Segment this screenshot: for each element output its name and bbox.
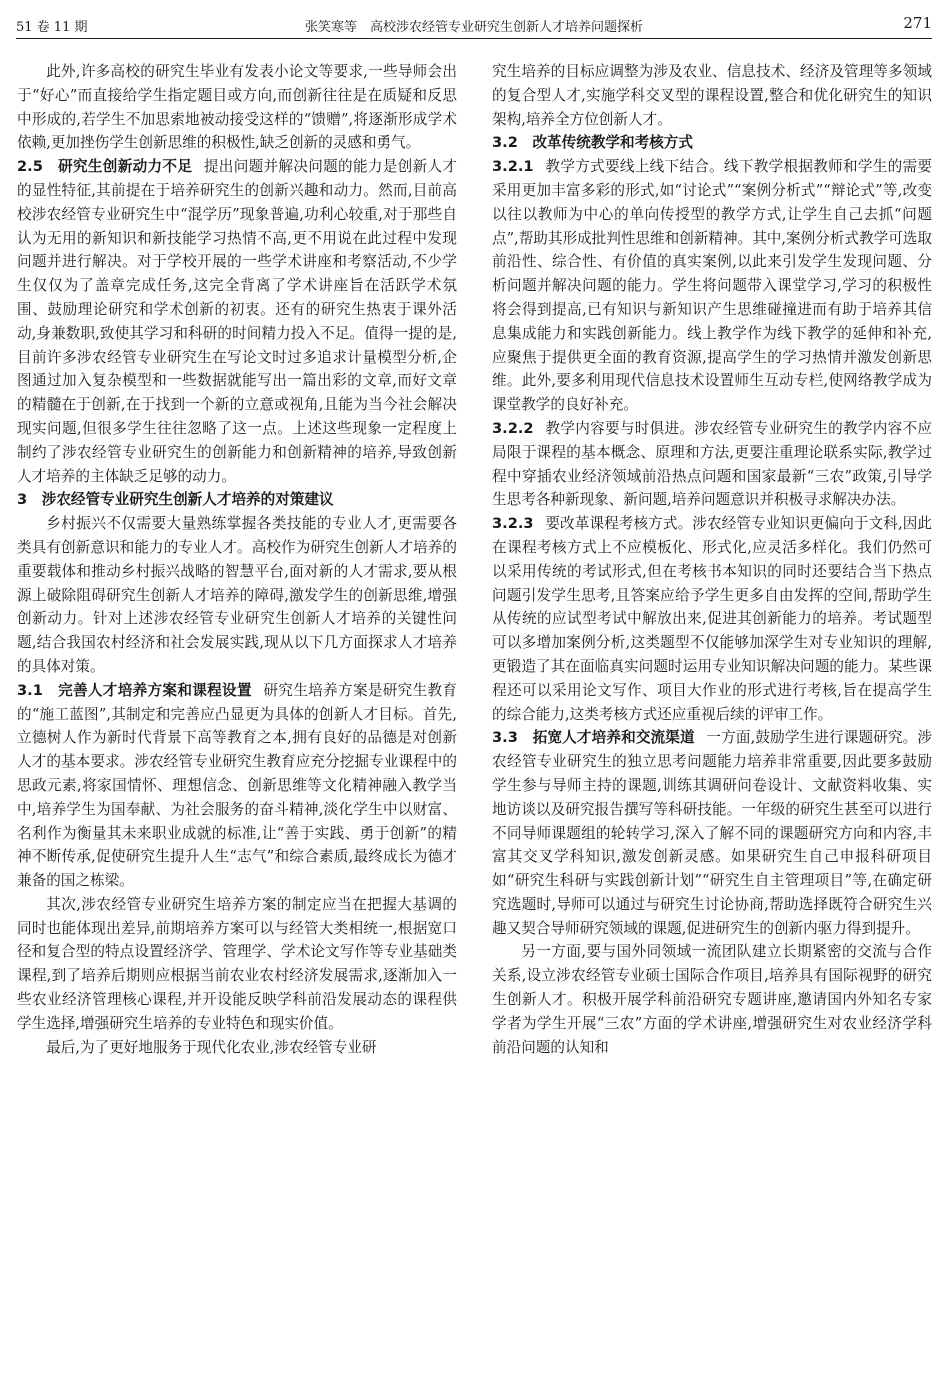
section-text: 教学方式要线上线下结合。线下教学根据教师和学生的需要采用更加丰富多彩的形式,如“讨论式”“案例分析式”“辩论式”等,改变以往以教师为中心的单向传授型的教学方式,让学生自己去抓“问题点”,帮助其形成批判性思维和创新精神。其中,案例分析式教学可选取前沿性、综合性、有价值的真实案例,以此来引发学生发现问题、分析问题并解决问题的能力。学生将问题带入课堂学习,学习的积极性将会得到提高,已有知识与新知识产生思维碰撞进而有助于培养其信息集成能力和实践创新能力。线上教学作为线下教学的延伸和补充,应聚焦于提供更全面的教育资源,提高学生的学习热情并激发创新思维。此外,要多利用现代信息技术设置师生互动专栏,使网络教学成为课堂教学的良好补充。 — [492, 158, 932, 414]
running-header — [16, 8, 932, 39]
section-3-2-3 — [492, 512, 932, 726]
volume-issue: 51 卷 11 期 — [16, 20, 88, 35]
subsection-number: 3.2.3 — [492, 515, 534, 533]
subsection-number: 3.2.2 — [492, 419, 534, 437]
section-3-3 — [492, 726, 932, 940]
section-2-5 — [17, 155, 457, 488]
section-text: 研究生培养方案是研究生教育的“施工蓝图”,其制定和完善应凸显更为具体的创新人才目标。首先,立德树人作为新时代背景下高等教育之本,拥有良好的品德是对创新人才的基本要求。涉农经管专业研究生教育应充分挖掘专业课程中的思政元素,将家国情怀、理想信念、创新思维等文化精神融入教学当中,培养学生为国奉献、为社会服务的奋斗精神,淡化学生中以财富、名利作为衡量其未来职业成就的标准,让“善于实践、勇于创新”的精神不断传承,促使研究生提升人生“志气”和综合素质,最终成长为德才兼备的国之栋梁。 — [17, 681, 457, 890]
right-column — [492, 60, 932, 1378]
section-text: 一方面,鼓励学生进行课题研究。涉农经管专业研究生的独立思考问题能力培养非常重要,因此要多鼓励学生参与导师主持的课题,训练其调研问卷设计、文献资料收集、实地访谈以及研究报告撰写等科研技能。一年级的研究生甚至可以进行不同导师课题组的轮转学习,深入了解不同的课题研究方向和内容,丰富其交叉学科知识,激发创新灵感。如果研究生自己申报科研项目如“研究生科研与实践创新计划”“研究生自主管理项目”等,在确定研究选题时,导师可以通过与研究生讨论协商,帮助选择既符合研究生兴趣又契合导师研究领域的课题,促进研究生的创新内驱力得到提升。 — [492, 729, 932, 937]
section-3-2-heading: 3.2 改革传统教学和考核方式 — [492, 134, 693, 152]
section-3-2-2 — [492, 417, 932, 512]
paragraph: 另一方面,要与国外同领域一流团队建立长期紧密的交流与合作关系,设立涉农经管专业硕士国际合作项目,培养具有国际视野的研究生创新人才。积极开展学科前沿研究专题讲座,邀请国内外知名专家学者为学生开展“三农”方面的学术讲座,增强研究生对农业经济学科前沿问题的认知和 — [492, 943, 932, 1056]
section-text: 要改革课程考核方式。涉农经管专业知识更偏向于文科,因此在课程考核方式上不应模板化、形式化,应灵活多样化。我们仍然可以采用传统的考试形式,但在考核书本知识的同时还要结合当下热点问题引发学生思考,且答案应给予学生更多自由发挥的空间,帮助学生从传统的应试型考试中解放出来,促进其创新能力的培养。考试题型可以多增加案例分析,这类题型不仅能够加深学生对专业知识的理解,更锻造了其在面临真实问题时运用专业知识解决问题的能力。某些课程还可以采用论文写作、项目大作业的形式进行考核,旨在提高学生的综合能力,这类考核方式还应重视后续的评审工作。 — [492, 515, 932, 723]
section-3-2-1 — [492, 155, 932, 417]
section-heading: 3.1 完善人才培养方案和课程设置 — [17, 681, 252, 699]
section-heading: 2.5 研究生创新动力不足 — [17, 158, 193, 176]
section-heading: 3.3 拓宽人才培养和交流渠道 — [492, 729, 695, 747]
paragraph: 其次,涉农经管专业研究生培养方案的制定应当在把握大基调的同时也能体现出差异,前期培养方案可以与经管大类相统一,根据宽口径和复合型的特点设置经济学、管理学、学术论文写作等专业基础类课程,到了培养后期则应根据当前农业农村经济发展需求,逐渐加入一些农业经济管理核心课程,并开设能反映学科前沿发展动态的课程供学生选择,增强研究生培养的专业特色和现实价值。 — [17, 895, 457, 1032]
subsection-number: 3.2.1 — [492, 158, 534, 176]
section-text: 提出问题并解决问题的能力是创新人才的显性特征,其前提在于培养研究生的创新兴趣和动力。然而,目前高校涉农经管专业研究生中“混学历”现象普遍,功利心较重,对于那些自认为无用的新知识和新技能学习热情不高,更不用说在此过程中发现问题并进行解决。对于学校开展的一些学术讲座和考察活动,不少学生仅仅为了盖章完成任务,这完全背离了学术讲座旨在活跃学术氛围、鼓励理论研究和学术创新的初衷。还有的研究生热衷于课外活动,身兼数职,致使其学习和科研的时间精力投入不足。值得一提的是,目前许多涉农经管专业研究生在写论文时过多追求计量模型分析,企图通过加入复杂模型和一些数据就能写出一篇出彩的文章,而好文章的精髓在于创新,在于找到一个新的立意或视角,且能为当今社会解决现实问题,但很多学生往往忽略了这一点。上述这些现象一定程度上制约了涉农经管专业研究生的创新能力和创新精神的培养,导致创新人才培养的主体缺乏足够的动力。 — [17, 158, 457, 485]
paragraph: 最后,为了更好地服务于现代化农业,涉农经管专业研 — [46, 1038, 377, 1056]
running-title: 张笑寒等 高校涉农经管专业研究生创新人才培养问题探析 — [304, 20, 643, 35]
paragraph: 此外,许多高校的研究生毕业有发表小论文等要求,一些导师会出于“好心”而直接给学生指定题目或方向,而创新往往是在质疑和反思中形成的,若学生不加思索地被动接受这样的“馈赠”,将逐渐形成学术依赖,更加挫伤学生创新思维的积极性,缺乏创新的灵感和勇气。 — [17, 63, 457, 152]
page-number: 271 — [903, 14, 932, 32]
section-3-1 — [17, 679, 457, 893]
section-text: 教学内容要与时俱进。涉农经管专业研究生的教学内容不应局限于课程的基本概念、原理和方法,更要注重理论联系实际,教学过程中穿插农业经济领域前沿热点问题和国家最新“三农”政策,引导学生思考各种新现象、新问题,培养问题意识并积极寻求解决办法。 — [492, 419, 932, 509]
paragraph: 乡村振兴不仅需要大量熟练掌握各类技能的专业人才,更需要各类具有创新意识和能力的专业人才。高校作为研究生创新人才培养的重要载体和推动乡村振兴战略的智慧平台,面对新的人才需求,要从根源上破除阻碍研究生创新人才培养的障碍,激发学生的创新思维,增强创新动力。针对上述涉农经管专业研究生创新人才培养的关键性问题,结合我国农村经济和社会发展实践,现从以下几方面探求人才培养的具体对策。 — [17, 515, 457, 675]
paragraph: 究生培养的目标应调整为涉及农业、信息技术、经济及管理等多领域的复合型人才,实施学科交叉型的课程设置,整合和优化研究生的知识架构,培养全方位创新人才。 — [492, 63, 932, 128]
section-3-heading: 3 涉农经管专业研究生创新人才培养的对策建议 — [17, 491, 334, 509]
left-column — [17, 60, 457, 1378]
